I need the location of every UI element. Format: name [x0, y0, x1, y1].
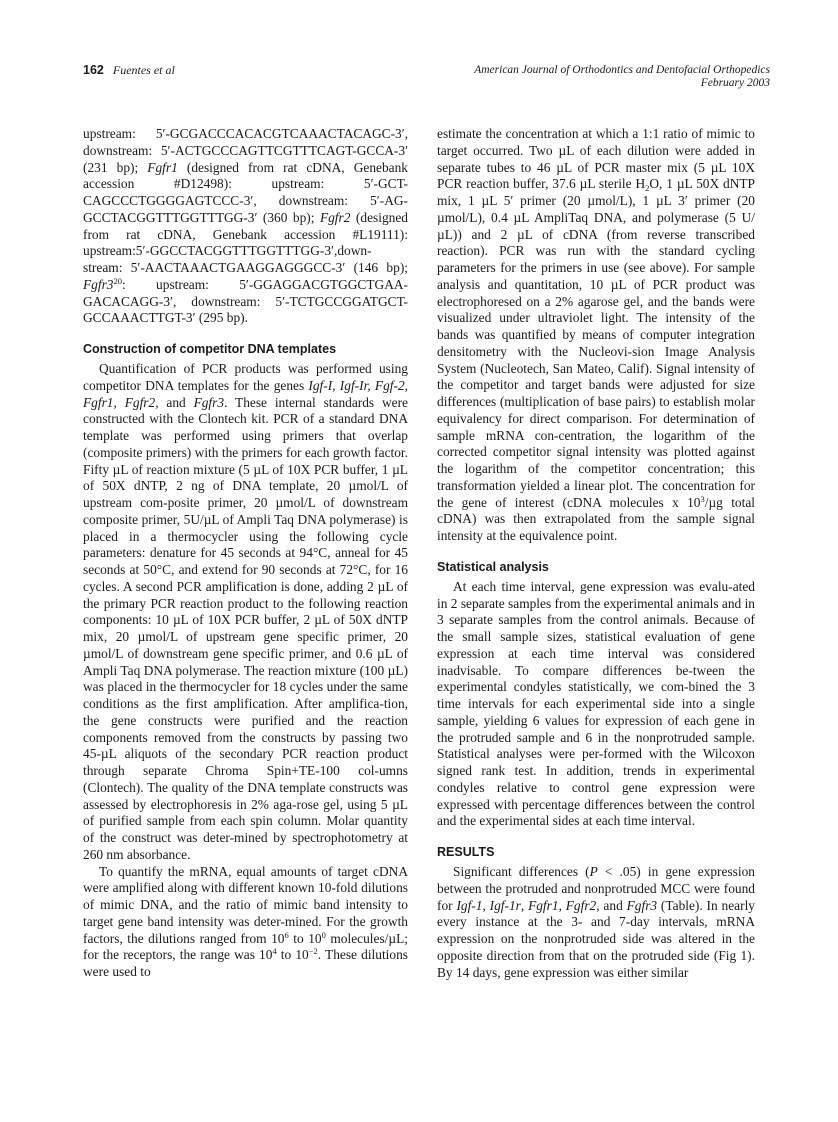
body-paragraph [437, 126, 755, 545]
superscript: 4 [272, 946, 277, 957]
italic-term: Fgfr1 [528, 897, 559, 913]
italic-term: Igf-Ir, Fgf-2, Fgfr1, Fgfr2, [83, 377, 408, 410]
italic-term: Fgfr3 [193, 394, 225, 410]
italic-term: Fgfr3 [626, 897, 658, 913]
text-run: To quantify the mRNA, equal amounts of target cDNA were amplified along with different known 10-fold dilutions of mimic DNA, and the ratio of mimic band intensity to target gene band intensity was deter-mined. For the growth factors, the dilutions ranged from 10 [83, 863, 408, 946]
right-column [437, 126, 755, 981]
text-run: (Table). In nearly every instance at the 3- and 7-day intervals, mRNA expression on the nonprotruded side was altered in the opposite direction from that on the protruded side (Fig 1). By 14 days, gene expression was either similar [437, 897, 755, 980]
italic-term: P [589, 864, 598, 879]
text-run: and [158, 394, 194, 410]
text-run: O, 1 µL 50X dNTP mix, 1 µL 5′ primer (20 µmol/L), 1 µL 3′ primer (20 µmol/L), 0.4 µL AmpliTaq DNA, and polymerase (5 U/µL)) and 2 µL of cDNA (from reverse transcribed reaction). PCR was run with the standard cycling parameters for the primers in use (see above). For sample analysis and quantitation, 10 µL of PCR product was electrophoresed on a 2% agarose gel, and the bands were visualized under ultraviolet light. The intensity of the bands was quantified by means of computer integration densitometry with the Nucleovi-sion Image Analysis System (Nucleotech, San Mateo, Calif). Signal intensity of the competitor and target bands were adjusted for size differences (multiplication of base pairs) to establish molar equivalency for direct comparison. For determination of sample mRNA con-centration, the logarithm of the corrected competitor signal intensity was plotted against the logarithm of the competitor concentration; this transformation yielded a linear plot. The concentration for the gene of interest (cDNA molecules x 10 [437, 176, 755, 510]
running-head-right [474, 64, 770, 90]
italic-term: Fgfr2 [319, 209, 351, 225]
issue-date: February 2003 [700, 77, 770, 89]
superscript: 6 [284, 929, 289, 940]
page-number: 162 [83, 63, 104, 77]
body-paragraph [83, 361, 408, 864]
body-paragraph [83, 864, 408, 981]
text-run: molecules/µL; for the receptors, the range was 10 [83, 930, 408, 963]
text-run: . These internal standards were constructed with the Clontech kit. PCR of a standard DNA template was performed using primers that overlap (composite primers) with the primers for each growth factor. Fifty µL of reaction mixture (5 µL of 10X PCR buffer, 1 µL of 50X dNTP, 2 ng of DNA template, 20 µmol/L of upstream com-posite primer, 20 µmol/L of downstream composite primer, 5U/µL of Ampli Taq DNA polymerase) is placed in a thermocycler using the following cycle parameters: denature for 45 seconds at 94°C, anneal for 45 seconds at 50°C, and extend for 90 seconds at 72°C, for 16 cycles. A second PCR amplification is done, adding 2 µL of the primary PCR reaction product to the following reaction components: 10 µL of 10X PCR buffer, 2 µL of 50X dNTP mix, 20 µmol/L of upstream gene specific primer, 20 µmol/L of downstream gene specific primer, and 0.6 µL of Ampli Taq DNA polymerase. The reaction mixture (100 µL) was placed in the thermocycler for 18 cycles under the same conditions as the first amplification. After amplifica-tion, the gene constructs were purified and the reaction components removed from the constructs by passing two 45-µL aliquots of the secondary PCR reaction product through separate Chroma Spin+TE-100 col-umns (Clontech). The quality of the DNA template constructs was assessed by electrophoresis in 2% aga-rose gel, using 5 µL of purified sample from each spin column. Molar quantity of the construct was deter-mined by spectrophotometry at 260 nm absorbance. [83, 394, 408, 862]
body-paragraph [83, 126, 408, 327]
superscript: 0 [321, 929, 326, 940]
italic-term: Igf-I, [308, 377, 336, 393]
italic-term: Igf-1 [456, 897, 483, 913]
body-paragraph [437, 579, 755, 830]
text-run: to 10 [288, 930, 322, 946]
section-heading: Statistical analysis [437, 559, 549, 574]
body-paragraph [437, 864, 755, 981]
text-run: , and [596, 897, 627, 913]
subscript: 2 [645, 183, 650, 194]
text-run: Significant differences ( [453, 864, 590, 879]
text-run: estimate the concentration at which a 1:1 ratio of mimic to target occurred. Two µL of each dilution were added in separate tubes to 46 µL of PCR master mix (5 µL 10X PCR reaction buffer, 37.6 µL sterile H [437, 126, 755, 192]
text-run: : upstream: 5′-GGAGGACGTGGCTGAA-GACACAGG-3′, downstream: 5′-TCTGCCGGATGCT-GCCAAACTTGT-3′ (295 bp). [83, 276, 408, 326]
section-heading: RESULTS [437, 845, 495, 859]
italic-term: Fgfr2 [565, 897, 597, 913]
journal-title: American Journal of Orthodontics and Dentofacial Orthopedics [474, 64, 770, 76]
text-run: to 10 [276, 947, 309, 963]
italic-term: Fgfr1 [147, 159, 178, 175]
text-run: /µg total cDNA) was then extrapolated from the sample signal intensity at the equivalence point. [437, 494, 756, 543]
italic-term: Igf-1r [489, 897, 521, 913]
running-head-left [83, 63, 175, 78]
superscript: 3 [700, 493, 705, 504]
text-run: , [520, 897, 529, 913]
text-run: upstream: 5′-GCGACCCACACGTCAAACTACAGC-3′, downstream: 5′-ACTGCCCAGTTCGTTTCAGT-GCCA-3′ (231 bp); [83, 126, 408, 175]
text-run: (designed from rat cDNA, Genebank accession #L19111): upstream:5′-GGCCTACGGTTTGGTTTGG-3′,down-stream: 5′-AACTAAACTGAAGGAGGGCC-3′ (146 bp); [83, 209, 408, 275]
text-run: , [558, 897, 566, 913]
text-run: (designed from rat cDNA, Genebank accession #D12498): upstream: 5′-GCT-CAGCCCTGGGGAGTCCC-3′, downstream: 5′-AG-GCCTACGGTTTGGTTTGG-3′ (360 bp); [83, 159, 408, 225]
superscript: −2 [308, 946, 318, 957]
section-heading: Construction of competitor DNA templates [83, 342, 337, 356]
left-column [83, 126, 408, 981]
text-run: , [482, 897, 490, 913]
text-run: . These dilutions were used to [83, 947, 408, 979]
text-run: < .05) in gene expression between the protruded and nonprotruded MCC were found for [437, 864, 755, 913]
italic-term: Fgfr3 [83, 276, 114, 292]
author-line: Fuentes et al [112, 63, 175, 77]
running-head [83, 63, 770, 93]
text-run: At each time interval, gene expression was evalu-ated in 2 separate samples from the experimental animals and in 3 separate samples from the control animals. Because of the small sample sizes, statistical evaluation of gene expression at each time interval was considered inadvisable. To compare differences be-tween the experimental condyles statistically, we com-bined the 3 time intervals for each experimental side into a single sample, yielding 6 values for expression of each gene in the protruded sample and 6 in the nonprotruded sample. Statistical analyses were per-formed with the Wilcoxon signed rank test. In addition, trends in experimental condyles relative to control gene expression were expressed with percentage differences between the control and the experimental sides at each time interval. [437, 578, 755, 829]
superscript: 20 [113, 275, 123, 286]
text-run: Quantification of PCR products was performed using competitor DNA templates for the genes [83, 361, 408, 393]
